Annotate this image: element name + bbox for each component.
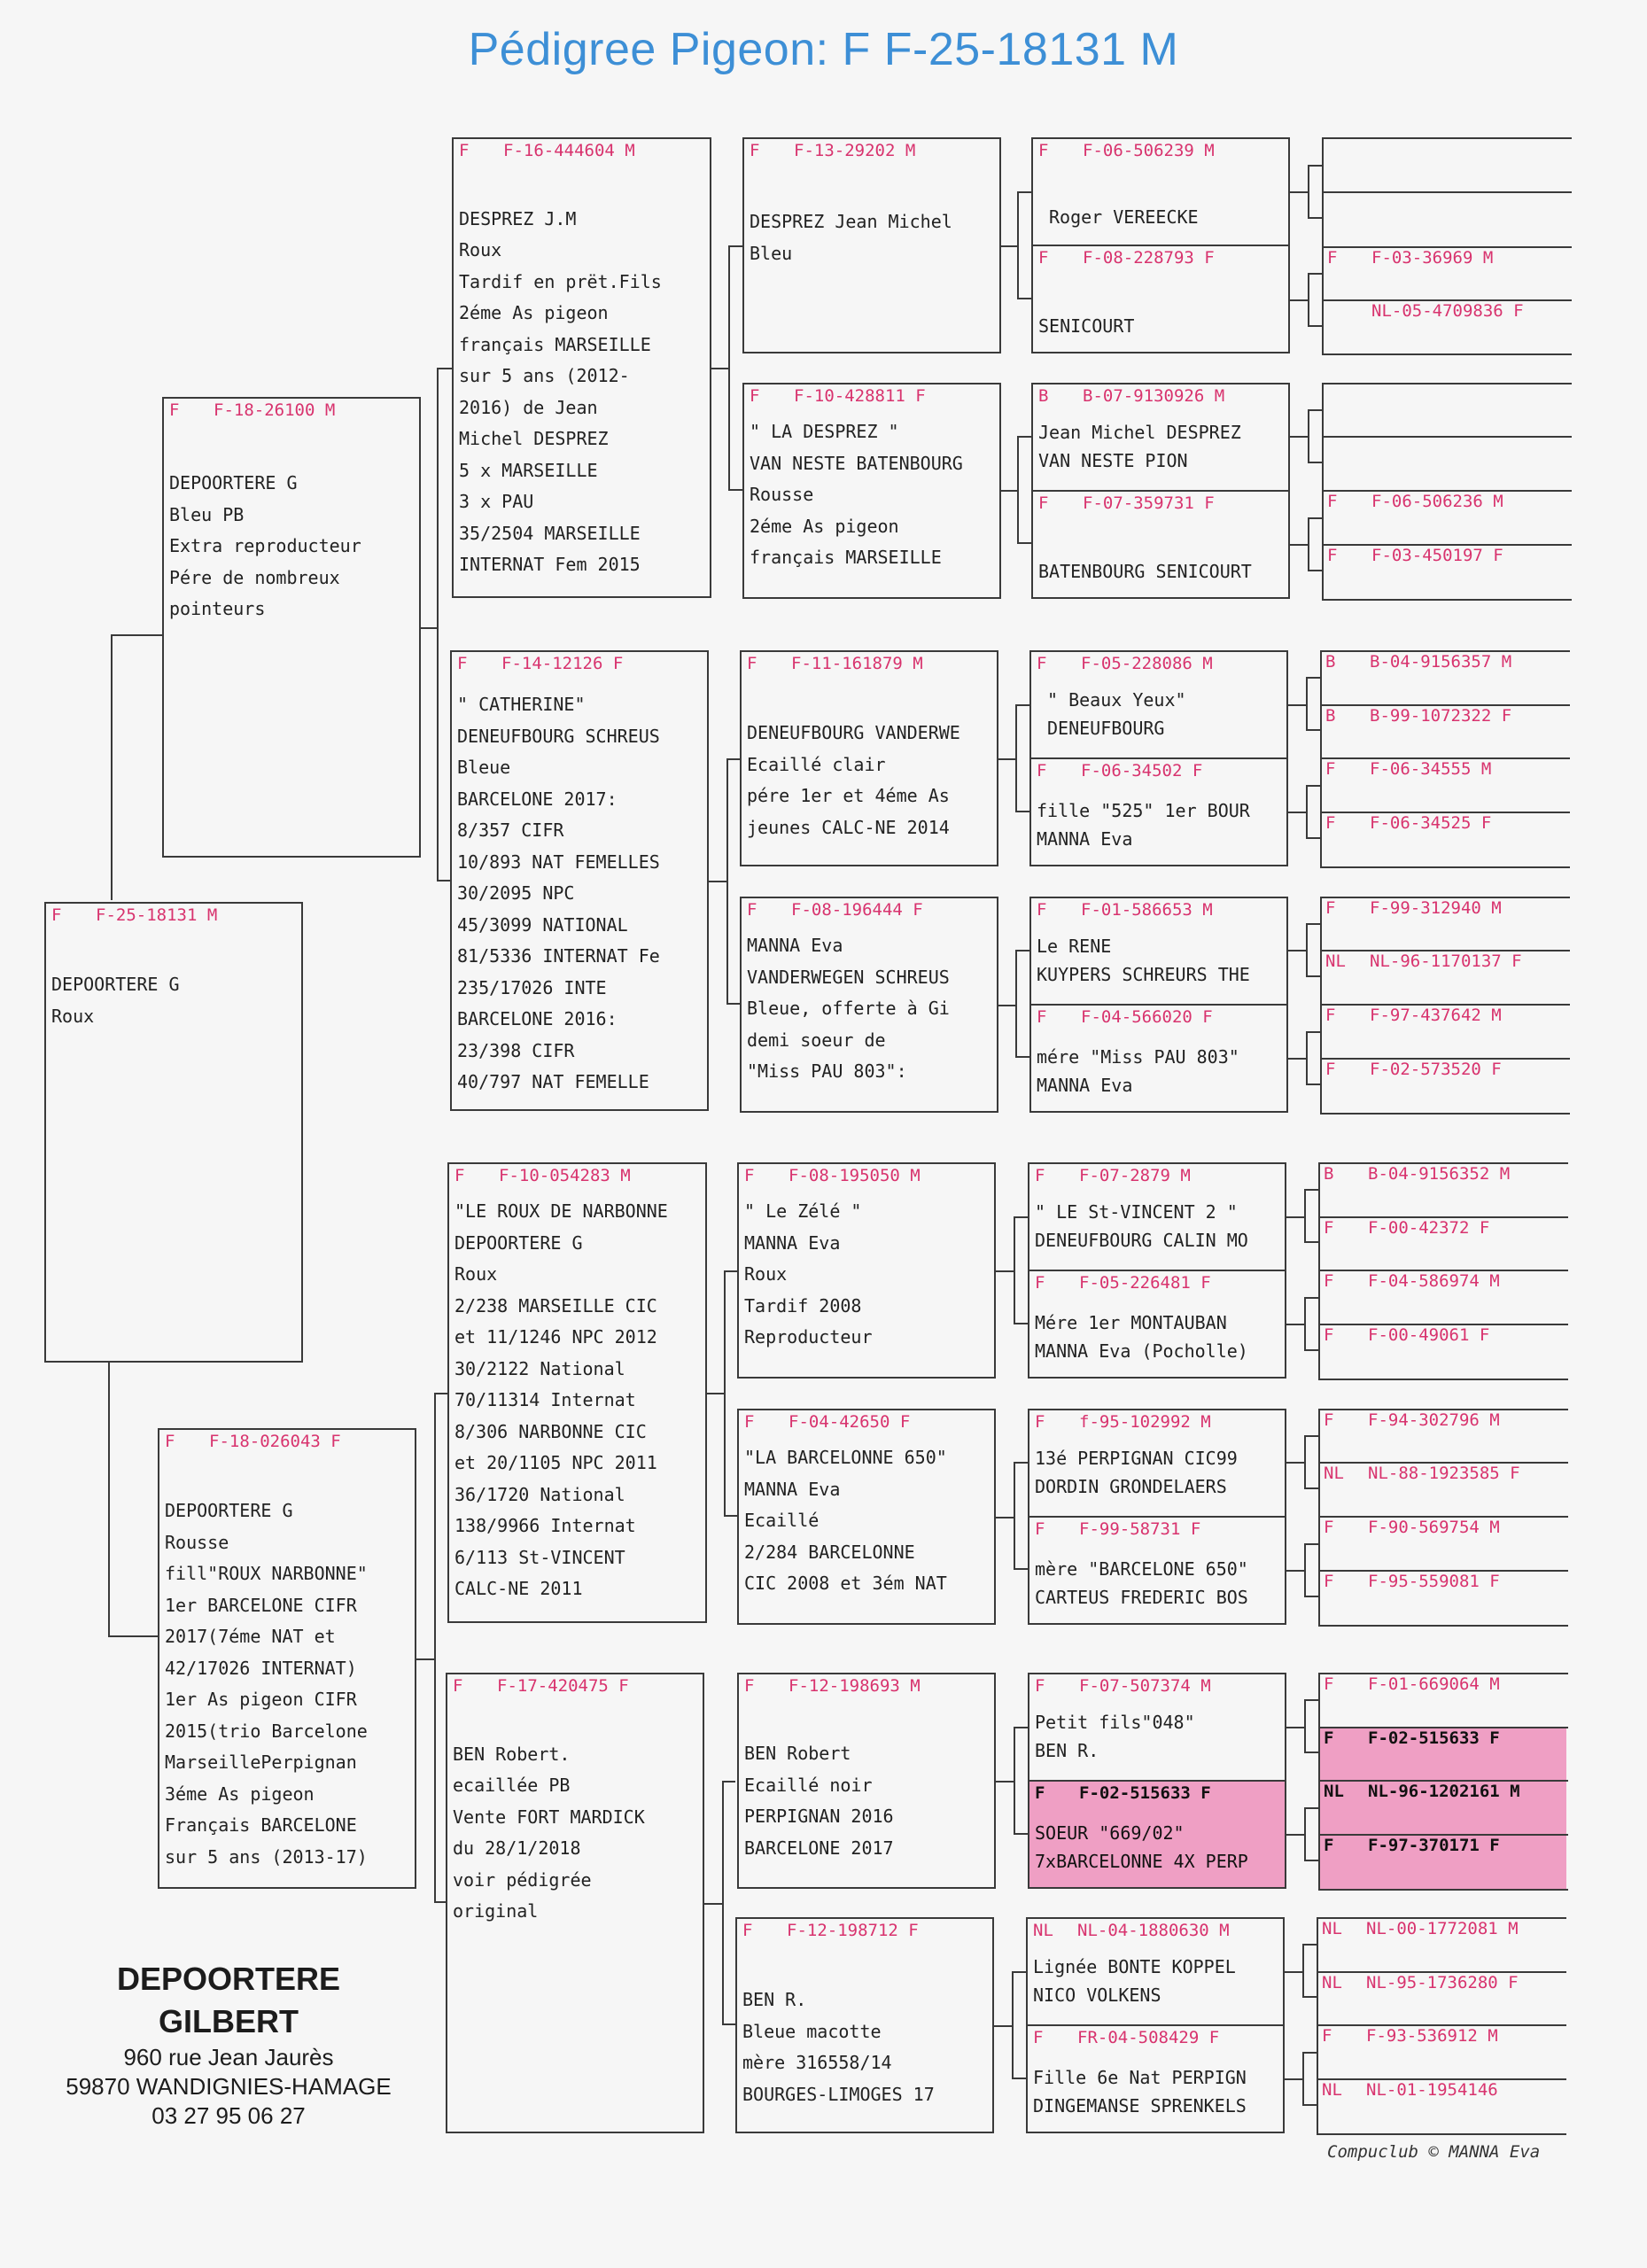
ring-number: F F-01-586653 M <box>1037 900 1213 920</box>
gen5-ring-cell: F F-01-669064 M <box>1318 1727 1568 1728</box>
gen5-ring-cell: F F-03-36969 M <box>1322 299 1572 301</box>
connector <box>437 368 452 882</box>
connector <box>1304 1297 1318 1351</box>
gen5-ring-cell <box>1322 191 1572 193</box>
grandsire-maternal-card <box>447 1162 707 1623</box>
ring-number: F F-11-161879 M <box>747 654 923 673</box>
connector <box>1308 409 1322 463</box>
breeder-street: 960 rue Jean Jaurès <box>123 2044 334 2070</box>
gen4-card <box>1029 757 1288 866</box>
ring-number: F F-07-2879 M <box>1035 1166 1191 1185</box>
connector <box>1014 1216 1028 1324</box>
pigeon-details: Jean Michel DESPREZ VAN NESTE PION <box>1038 422 1241 471</box>
ring-number: F F-04-566020 F <box>1037 1007 1213 1027</box>
gen4-card <box>1029 897 1288 1006</box>
connector <box>1306 677 1320 731</box>
connector <box>1304 1435 1318 1489</box>
pigeon-details: BATENBOURG SENICOURT <box>1038 561 1252 582</box>
connector <box>1304 1807 1318 1861</box>
connector <box>1017 191 1031 299</box>
connector <box>1015 950 1029 1058</box>
ring-number: F F-04-42650 F <box>744 1412 911 1432</box>
ring-number: F F-10-428811 F <box>750 386 926 406</box>
pigeon-details: Lignée BONTE KOPPEL NICO VOLKENS <box>1033 1956 1236 2006</box>
gen5-ring-cell: F F-99-312940 M <box>1320 950 1570 951</box>
ring-number: F F-17-420475 F <box>453 1676 629 1696</box>
gen5-ring-cell: F F-06-34525 F <box>1320 866 1570 868</box>
gen3-card <box>737 1409 996 1625</box>
subject-pigeon-card <box>44 902 303 1363</box>
connector <box>1014 1727 1028 1835</box>
gen5-ring-cell: F F-06-34555 M <box>1320 812 1570 813</box>
pigeon-details: "LE ROUX DE NARBONNE DEPOORTERE G Roux 2/238 MARSEILLE CIC et 11/1246 NPC 2012 30/2122 National 70/11314 Internat 8/306 NARBONNE CIC et 20/1105 NPC 2011 36/1720 National 138/9966 Internat 6/113 St-VINCENT CALC-NE 2011 <box>454 1200 668 1599</box>
gen5-ring-cell: F F-00-49061 F <box>1318 1379 1568 1380</box>
gen3-card <box>737 1673 996 1889</box>
ring-number: NL NL-04-1880630 M <box>1033 1921 1230 1940</box>
pigeon-details: DEPOORTERE G Rousse fill"ROUX NARBONNE" 1er BARCELONE CIFR 2017(7éme NAT et 42/17026 INTERNAT) 1er As pigeon CIFR 2015(trio Barcelone MarseillePerpignan 3éme As pigeon Français BARCELONE sur 5 ans (2013-17) <box>165 1500 368 1868</box>
granddam-paternal-card <box>450 650 709 1111</box>
gen5-ring-cell: NL-05-4709836 F <box>1322 353 1572 355</box>
gen4-card <box>1026 2024 1285 2133</box>
gen5-ring-cell: F F-04-586974 M <box>1318 1324 1568 1325</box>
ring-number: F F-16-444604 M <box>459 141 635 160</box>
pigeon-details: 13é PERPIGNAN CIC99 DORDIN GRONDELAERS <box>1035 1448 1238 1497</box>
ring-number: F F-05-228086 M <box>1037 654 1213 673</box>
ring-number: F FR-04-508429 F <box>1033 2028 1220 2047</box>
gen5-ring-cell: F F-06-506236 M <box>1322 544 1572 546</box>
ring-number: F F-02-515633 F <box>1035 1783 1211 1803</box>
ring-number: F F-06-506239 M <box>1038 141 1215 160</box>
granddam-maternal-card <box>446 1673 704 2133</box>
ring-number: F F-18-026043 F <box>165 1432 341 1451</box>
gen3-card <box>740 650 998 866</box>
connector <box>1306 785 1320 839</box>
gen5-ring-cell: F F-94-302796 M <box>1318 1462 1568 1464</box>
gen3-card <box>735 1917 994 2133</box>
pigeon-details: Roger VEREECKE <box>1049 206 1199 228</box>
gen3-card <box>742 137 1001 353</box>
pigeon-details: Petit fils"048" BEN R. <box>1035 1712 1195 1761</box>
gen5-ring-cell <box>1322 436 1572 438</box>
gen5-ring-cell: NL NL-01-1954146 <box>1317 2133 1566 2135</box>
page-title: Pédigree Pigeon: F F-25-18131 M <box>468 24 1179 75</box>
connector <box>1308 273 1322 327</box>
gen5-ring-cell-highlighted: F F-02-515633 F <box>1318 1780 1568 1782</box>
ring-number: F F-25-18131 M <box>51 905 218 925</box>
pigeon-details: DEPOORTERE G Bleu PB Extra reproducteur Pére de nombreux pointeurs <box>169 472 361 619</box>
pigeon-details: Fille 6e Nat PERPIGN DINGEMANSE SPRENKELS <box>1033 2067 1247 2117</box>
connector <box>1014 1462 1028 1570</box>
connector <box>1304 1699 1318 1753</box>
gen5-ring-cell: F F-93-536912 M <box>1317 2078 1566 2080</box>
connector <box>1302 1944 1317 1998</box>
gen3-card <box>742 383 1001 599</box>
gen3-card <box>740 897 998 1113</box>
gen5-ring-cell: NL NL-88-1923585 F <box>1318 1516 1568 1518</box>
connector <box>1304 1189 1318 1243</box>
connector <box>108 1361 158 1637</box>
connector <box>434 1393 447 1903</box>
connector <box>726 758 740 1005</box>
ring-number: F F-08-196444 F <box>747 900 923 920</box>
connector <box>722 1781 735 2025</box>
gen5-ring-cell: NL NL-00-1772081 M <box>1317 1971 1566 1973</box>
connector <box>1306 923 1320 977</box>
pigeon-details: BEN Robert Ecaillé noir PERPIGNAN 2016 BARCELONE 2017 <box>744 1743 894 1859</box>
gen5-ring-cell: F F-00-42372 F <box>1318 1270 1568 1271</box>
ring-number: F F-08-228793 F <box>1038 248 1215 268</box>
pigeon-details: "LA BARCELONNE 650" MANNA Eva Ecaillé 2/284 BARCELONNE CIC 2008 et 3ém NAT <box>744 1447 947 1594</box>
ring-number: F F-13-29202 M <box>750 141 916 160</box>
pigeon-details: " Beaux Yeux" DENEUFBOURG <box>1047 689 1186 739</box>
ring-number: B B-07-9130926 M <box>1038 386 1225 406</box>
sire-card <box>162 397 421 858</box>
connector <box>728 245 742 491</box>
pigeon-details: fille "525" 1er BOUR MANNA Eva <box>1037 800 1250 850</box>
pigeon-details: " CATHERINE" DENEUFBOURG SCHREUS Bleue BARCELONE 2017: 8/357 CIFR 10/893 NAT FEMELLES 30/2095 NPC 45/3099 NATIONAL 81/5336 INTERNAT Fe 235/17026 INTE BARCELONE 2016: 23/398 CIFR 40/797 NAT FEMELLE <box>457 694 660 1092</box>
pigeon-details: " Le Zélé " MANNA Eva Roux Tardif 2008 Reproducteur <box>744 1200 873 1348</box>
grandsire-paternal-card <box>452 137 711 598</box>
pigeon-details: DEPOORTERE G Roux <box>51 974 180 1027</box>
pigeon-details: Mére 1er MONTAUBAN MANNA Eva (Pocholle) <box>1035 1312 1248 1362</box>
gen4-card <box>1031 490 1290 599</box>
gen5-ring-cell: F F-95-559081 F <box>1318 1625 1568 1627</box>
ring-number: F F-99-58731 F <box>1035 1519 1201 1539</box>
gen4-card <box>1031 383 1290 492</box>
dam-card <box>158 1428 416 1889</box>
pigeon-details: " LE St-VINCENT 2 " DENEUFBOURG CALIN MO <box>1035 1201 1248 1251</box>
ring-number: F F-10-054283 M <box>454 1166 631 1185</box>
gen4-card <box>1031 245 1290 353</box>
connector <box>111 634 162 900</box>
pigeon-details: SENICOURT <box>1038 315 1135 337</box>
pigeon-details: mère "BARCELONE 650" CARTEUS FREDERIC BOS <box>1035 1558 1248 1608</box>
gen5-ring-cell: B B-04-9156352 M <box>1318 1216 1568 1218</box>
gen5-ring-cell-highlighted: NL NL-96-1202161 M <box>1318 1834 1568 1836</box>
breeder-name: DEPOORTERE GILBERT <box>116 1961 341 2039</box>
copyright-note: Compuclub © MANNA Eva <box>1327 2142 1541 2162</box>
connector <box>1308 517 1322 571</box>
ring-number: F F-08-195050 M <box>744 1166 921 1185</box>
ring-number: F F-07-359731 F <box>1038 493 1215 513</box>
gen4-card <box>1028 1673 1286 1782</box>
gen4-card <box>1031 137 1290 246</box>
pigeon-details: " LA DESPREZ " VAN NESTE BATENBOURG Rousse 2éme As pigeon français MARSEILLE <box>750 421 963 568</box>
gen5-ring-cell: F F-03-450197 F <box>1322 599 1572 601</box>
connector <box>1015 704 1029 812</box>
pigeon-details: MANNA Eva VANDERWEGEN SCHREUS Bleue, offerte à Gi demi soeur de "Miss PAU 803": <box>747 935 950 1082</box>
gen5-ring-cell: F F-02-573520 F <box>1320 1113 1570 1115</box>
pigeon-details: BEN Robert. ecaillée PB Vente FORT MARDICK du 28/1/2018 voir pédigrée original <box>453 1743 645 1922</box>
ring-number: F F-14-12126 F <box>457 654 624 673</box>
gen4-card-highlighted <box>1028 1780 1286 1889</box>
gen4-card <box>1029 1004 1288 1113</box>
gen5-ring-cell: NL NL-95-1736280 F <box>1317 2024 1566 2026</box>
gen5-ring-cell: B B-04-9156357 M <box>1320 704 1570 706</box>
gen5-ring-cell-highlighted: F F-97-370171 F <box>1318 1889 1568 1891</box>
gen3-card <box>737 1162 996 1379</box>
connector <box>1302 2052 1317 2106</box>
gen5-ring-cell: NL NL-96-1170137 F <box>1320 1004 1570 1006</box>
gen4-card <box>1028 1270 1286 1379</box>
ring-number: F F-05-226481 F <box>1035 1273 1211 1293</box>
gen5-ring-cell: F F-90-569754 M <box>1318 1570 1568 1572</box>
ring-number: F F-12-198712 F <box>742 1921 919 1940</box>
connector <box>1308 165 1322 219</box>
gen4-card <box>1028 1409 1286 1518</box>
connector <box>1306 1031 1320 1085</box>
ring-number: F F-18-26100 M <box>169 400 336 420</box>
gen5-ring-cell: B B-99-1072322 F <box>1320 757 1570 759</box>
pigeon-details: mére "Miss PAU 803" MANNA Eva <box>1037 1046 1239 1096</box>
connector <box>724 1270 737 1517</box>
pigeon-details: DESPREZ Jean Michel Bleu <box>750 211 952 264</box>
connector <box>1012 1971 1026 2079</box>
breeder-address-stamp <box>43 1958 415 2131</box>
gen4-card <box>1028 1516 1286 1625</box>
gen4-card <box>1029 650 1288 759</box>
pigeon-details: DENEUFBOURG VANDERWE Ecaillé clair pére 1er et 4éme As jeunes CALC-NE 2014 <box>747 722 960 838</box>
ring-number: F F-07-507374 M <box>1035 1676 1211 1696</box>
ring-number: F f-95-102992 M <box>1035 1412 1211 1432</box>
ring-number: F F-06-34502 F <box>1037 761 1203 781</box>
gen4-card <box>1028 1162 1286 1271</box>
pigeon-details: BEN R. Bleue macotte mère 316558/14 BOURGES-LIMOGES 17 <box>742 1989 935 2105</box>
connector <box>1017 436 1031 544</box>
gen4-card <box>1026 1917 1285 2026</box>
breeder-city: 59870 WANDIGNIES-HAMAGE <box>66 2073 392 2100</box>
ring-number: F F-12-198693 M <box>744 1676 921 1696</box>
gen5-ring-cell: F F-97-437642 M <box>1320 1058 1570 1060</box>
pigeon-details: DESPREZ J.M Roux Tardif en prët.Fils 2éme As pigeon français MARSEILLE sur 5 ans (2012- 2016) de Jean Michel DESPREZ 5 x MARSEILLE 3 x PAU 35/2504 MARSEILLE INTERNAT Fem 2015 <box>459 207 662 575</box>
pigeon-details: SOEUR "669/02" 7xBARCELONNE 4X PERP <box>1035 1822 1248 1872</box>
breeder-phone: 03 27 95 06 27 <box>151 2102 306 2129</box>
pigeon-details: Le RENE KUYPERS SCHREURS THE <box>1037 936 1250 985</box>
connector <box>1304 1543 1318 1597</box>
